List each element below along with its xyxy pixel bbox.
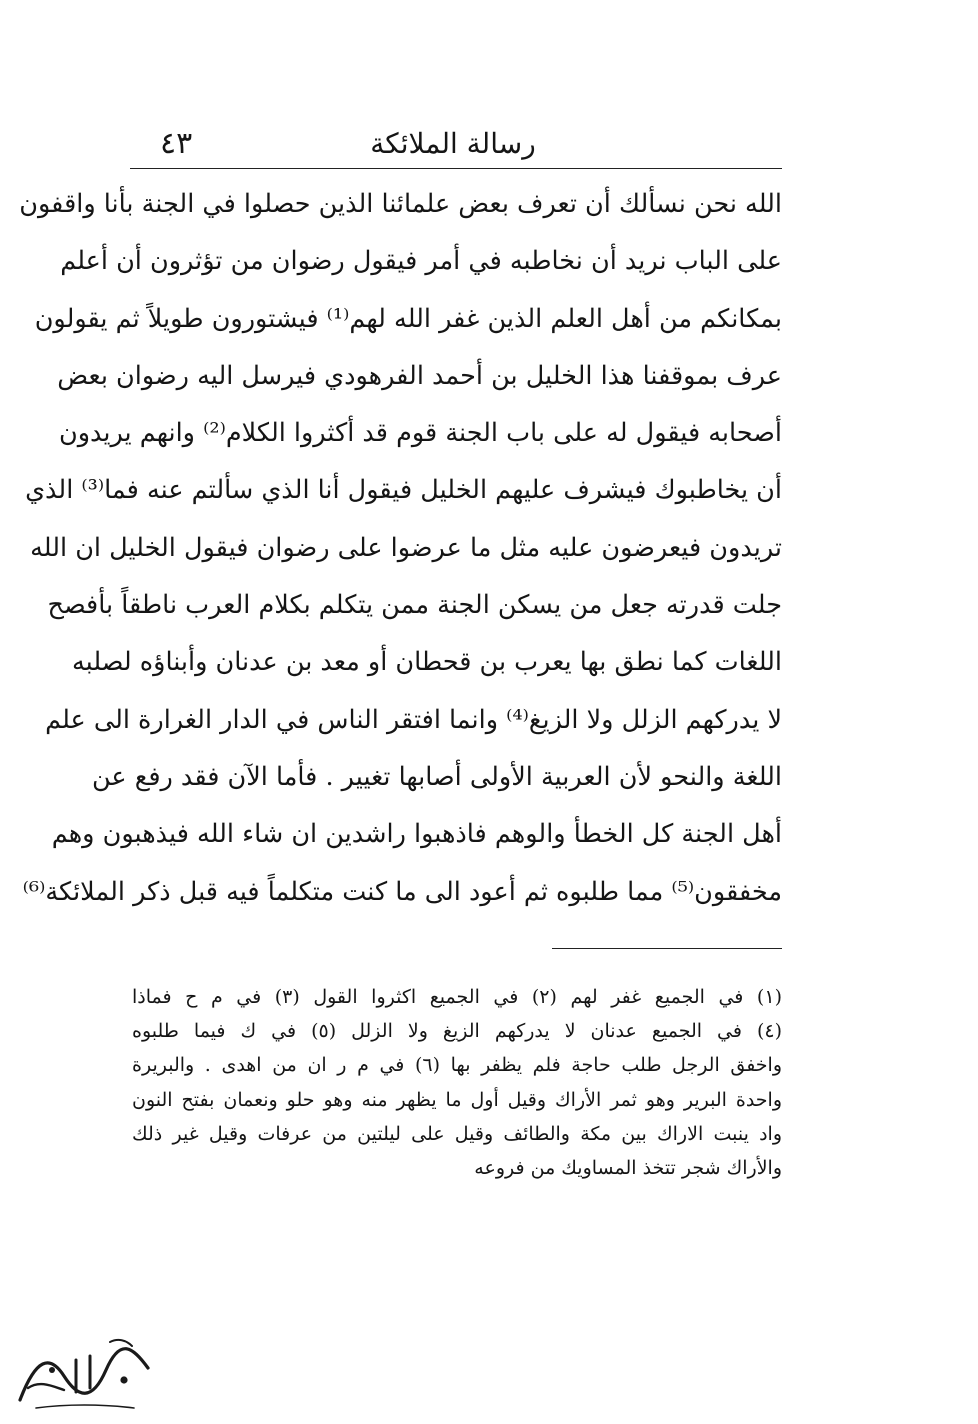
text-line: جلت قدرته جعل من يسكن الجنة ممن يتكلم بكلام العرب ناطقاً بأفصح — [47, 590, 782, 621]
text-line: اللغات كما نطق بها يعرب بن قحطان أو معد بن عدنان وأبناؤه لصلبه — [71, 647, 782, 678]
text-line: على الباب نريد أن نخاطبه في أمر فيقول رضوان من تؤثرون أن أعلم — [60, 246, 782, 277]
text-line: لا يدركهم الزلل ولا الزيغ⁽⁴⁾ وانما افتقر الناس في الدار الغرارة الى علم — [45, 704, 782, 735]
page-header — [130, 126, 776, 166]
text-line: أن يخاطبوك فيشرف عليهم الخليل فيقول أنا الذي سألتم عنه فما⁽³⁾ الذي — [25, 475, 782, 506]
footnotes — [132, 980, 782, 1185]
header-rule — [130, 168, 782, 169]
text-line: أهل الجنة كل الخطأ والوهم فاذهبوا راشدين ان شاء الله فيذهبون وهم — [51, 819, 782, 850]
footnote-line: واد ينبت الاراك بين مكة والطائف وقيل على ليلتين من عرفات وقيل غير ذلك — [132, 1122, 782, 1145]
footnote-line: والأراك شجر تتخذ المساويك من فروعه — [474, 1156, 782, 1179]
footnote-line: واخفق الرجل طلب حاجة فلم يظفر بها (٦) في م ر ان من اهدى . والبريرة — [132, 1054, 783, 1077]
text-line: عرف بموقفنا هذا الخليل بن أحمد الفرهودي فيرسل اليه رضوان بعض — [57, 360, 782, 391]
text-line: اللغة والنحو لأن العربية الأولى أصابها تغيير . فأما الآن فقد رفع عن — [92, 761, 782, 792]
text-line: الله نحن نسألك أن تعرف بعض علمائنا الذين حصلوا في الجنة بأنا واقفون — [19, 189, 782, 219]
footnote-rule — [552, 948, 782, 949]
footnote-line: واحدة البرير وهو ثمر الأراك وقيل أول ما يظهر منه وهو حلو ونعمان بفتح النون — [132, 1088, 782, 1111]
text-line: تريدون فيعرضون عليه مثل ما عرضوا على رضوان فيقول الخليل ان الله — [30, 532, 782, 563]
library-stamp-logo — [6, 1330, 156, 1414]
running-title: رسالة الملائكة — [370, 127, 536, 160]
footnote-line: (٤) في الجميع عدنان لا يدركهم الزيغ ولا الزلل (٥) في ك فيما طلبوه — [132, 1020, 782, 1043]
text-line: أصحابه فيقول له على باب الجنة قوم قد أكثروا الكلام⁽²⁾ وانهم يريدون — [58, 418, 782, 449]
main-text — [19, 176, 782, 921]
page-number: ٤٣ — [160, 126, 193, 161]
text-line: بمكانكم من أهل العلم الذين غفر الله لهم⁽¹⁾ فيشتورون طويلاً ثم يقولون — [34, 303, 782, 334]
text-line: مخفقون⁽⁵⁾ مما طلبوه ثم أعود الى ما كنت متكلماً فيه قبل ذكر الملائكة⁽⁶⁾ — [22, 876, 782, 907]
footnote-line: (١) في الجميع غفر لهم (٢) في الجميع اكثروا القول (٣) في م ح فماذا — [132, 986, 782, 1008]
